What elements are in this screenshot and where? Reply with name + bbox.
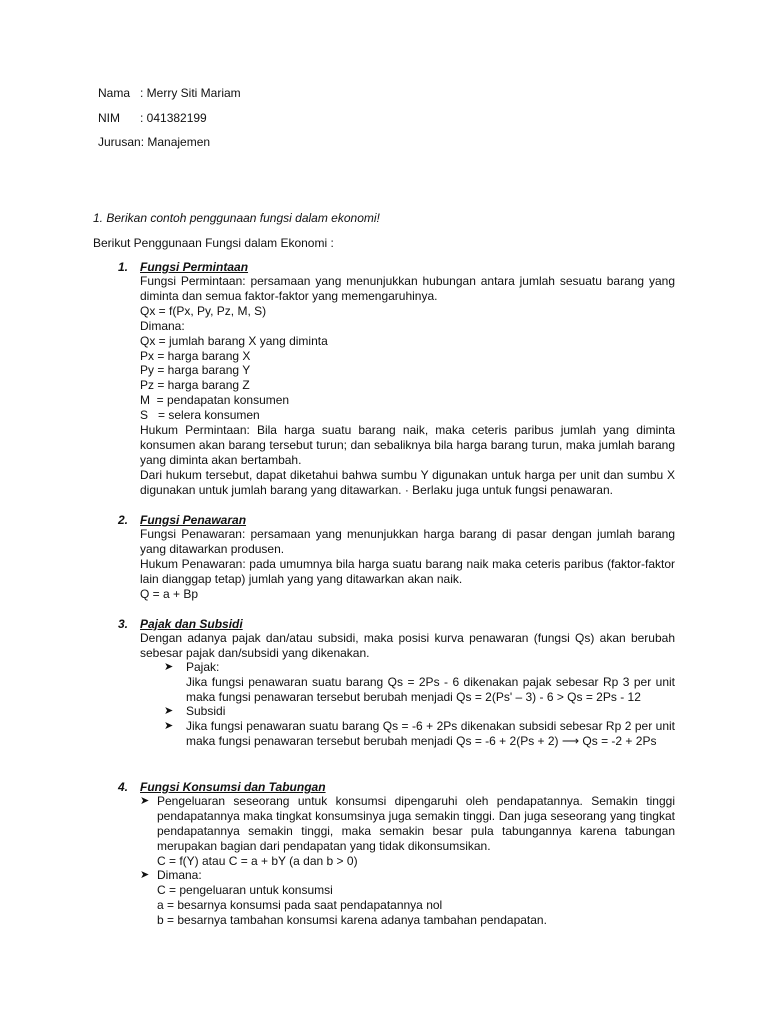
arrow-bullet-icon: ➤ bbox=[164, 705, 174, 717]
nama-label: Nama bbox=[98, 86, 131, 100]
section-4-title: Fungsi Konsumsi dan Tabungan bbox=[140, 780, 326, 794]
arrow-bullet-icon: ➤ bbox=[164, 720, 174, 732]
definition-item: Py = harga barang Y bbox=[140, 363, 251, 378]
jurusan-line: Jurusan: Manajemen bbox=[98, 135, 211, 149]
section-1-body bbox=[140, 274, 675, 498]
section-3-number: 3. bbox=[118, 617, 129, 631]
section-2-number: 2. bbox=[118, 513, 129, 527]
section-4-dimana: Dimana: bbox=[157, 868, 202, 882]
section-2-paragraph-2: Hukum Penawaran: pada umumnya bila harga suatu barang naik maka ceteris paribus (faktor-faktor lain dianggap tetap) jumlah yang yang ditawarkan akan naik. bbox=[140, 556, 675, 586]
section-3-title: Pajak dan Subsidi bbox=[140, 617, 243, 631]
section-1-paragraph-1: Fungsi Permintaan: persamaan yang menunjukkan hubungan antara jumlah sesuatu barang yang diminta dan semua faktor-faktor yang memengaruhinya. bbox=[140, 274, 675, 303]
section-2-body bbox=[140, 527, 675, 602]
definition-item: S = selera konsumen bbox=[140, 408, 260, 423]
section-1-formula: Qx = f(Px, Py, Pz, M, S) bbox=[140, 303, 267, 318]
section-3-paragraph: Dengan adanya pajak dan/atau subsidi, maka posisi kurva penawaran (fungsi Qs) akan berubah sebesar pajak dan/subsidi yang dikenakan. bbox=[140, 631, 675, 660]
arrow-bullet-icon: ➤ bbox=[164, 661, 174, 673]
section-2-paragraph-1: Fungsi Penawaran: persamaan yang menunjukkan harga barang di pasar dengan jumlah barang yang ditawarkan produsen. bbox=[140, 527, 675, 556]
definition-item: Px = harga barang X bbox=[140, 348, 251, 363]
section-2-formula: Q = a + Bp bbox=[140, 586, 199, 601]
section-4-body-2 bbox=[157, 868, 675, 928]
section-1-dimana: Dimana: bbox=[140, 318, 185, 333]
section-1-title: Fungsi Permintaan bbox=[140, 260, 249, 274]
definition-item: a = besarnya konsumsi pada saat pendapatannya nol bbox=[157, 897, 443, 912]
section-4-formula: C = f(Y) atau C = a + bY (a dan b > 0) bbox=[157, 853, 358, 868]
definition-item: M = pendapatan konsumen bbox=[140, 393, 290, 408]
nama-value: : Merry Siti Mariam bbox=[140, 86, 241, 100]
section-4-paragraph: Pengeluaran seseorang untuk konsumsi dipengaruhi oleh pendapatannya. Semakin tinggi pendapatannya maka tingkat konsumsinya juga semakin tinggi. Dan juga seseorang yang tingkat pendapatannya semakin tinggi, maka semakin besar pula tabungannya karena tabungan merupakan bagian dari pendapatan yang tidak dikonsumsikan. bbox=[157, 794, 675, 853]
question-heading: 1. Berikan contoh penggunaan fungsi dalam ekonomi! bbox=[93, 211, 380, 225]
section-4-number: 4. bbox=[118, 780, 129, 794]
intro-text: Berikut Penggunaan Fungsi dalam Ekonomi : bbox=[93, 236, 334, 250]
section-1-paragraph-2: Hukum Permintaan: Bila harga suatu barang naik, maka ceteris paribus jumlah yang diminta konsumen akan barang tersebut turun; dan sebaliknya bila harga barang turun, maka jumlah barang yang diminta akan bertambah. bbox=[140, 423, 675, 467]
arrow-bullet-icon: ➤ bbox=[140, 869, 150, 881]
section-1-paragraph-3: Dari hukum tersebut, dapat diketahui bahwa sumbu Y digunakan untuk harga per unit dan sumbu X digunakan untuk jumlah barang yang ditawarkan. · Berlaku juga untuk fungsi penawaran. bbox=[140, 467, 675, 497]
bullet-pajak-label: Pajak: bbox=[186, 660, 220, 674]
definition-item: C = pengeluaran untuk konsumsi bbox=[157, 882, 333, 897]
section-1-number: 1. bbox=[118, 260, 129, 274]
definition-item: Pz = harga barang Z bbox=[140, 378, 250, 393]
nim-label: NIM bbox=[98, 111, 120, 125]
arrow-bullet-icon: ➤ bbox=[140, 795, 150, 807]
definition-item: Qx = jumlah barang X yang diminta bbox=[140, 333, 328, 348]
bullet-subsidi-label: Subsidi bbox=[186, 704, 226, 718]
nim-value: : 041382199 bbox=[140, 111, 207, 125]
bullet-pajak-text: Jika fungsi penawaran suatu barang Qs = 2Ps - 6 dikenakan pajak sebesar Rp 3 per unit maka fungsi penawaran tersebut berubah menjadi Qs = 2(Ps' – 3) - 6 > Qs = 2Ps - 12 bbox=[186, 675, 675, 704]
definition-item: b = besarnya tambahan konsumsi karena adanya tambahan pendapatan. bbox=[157, 912, 547, 927]
section-2-title: Fungsi Penawaran bbox=[140, 513, 247, 527]
section-4-body-1 bbox=[157, 794, 675, 869]
bullet-subsidi-text: Jika fungsi penawaran suatu barang Qs = -6 + 2Ps dikenakan subsidi sebesar Rp 2 per unit maka fungsi penawaran tersebut berubah menjadi Qs = -6 + 2(Ps + 2) ⟶ Qs = -2 + 2Ps bbox=[186, 719, 675, 748]
